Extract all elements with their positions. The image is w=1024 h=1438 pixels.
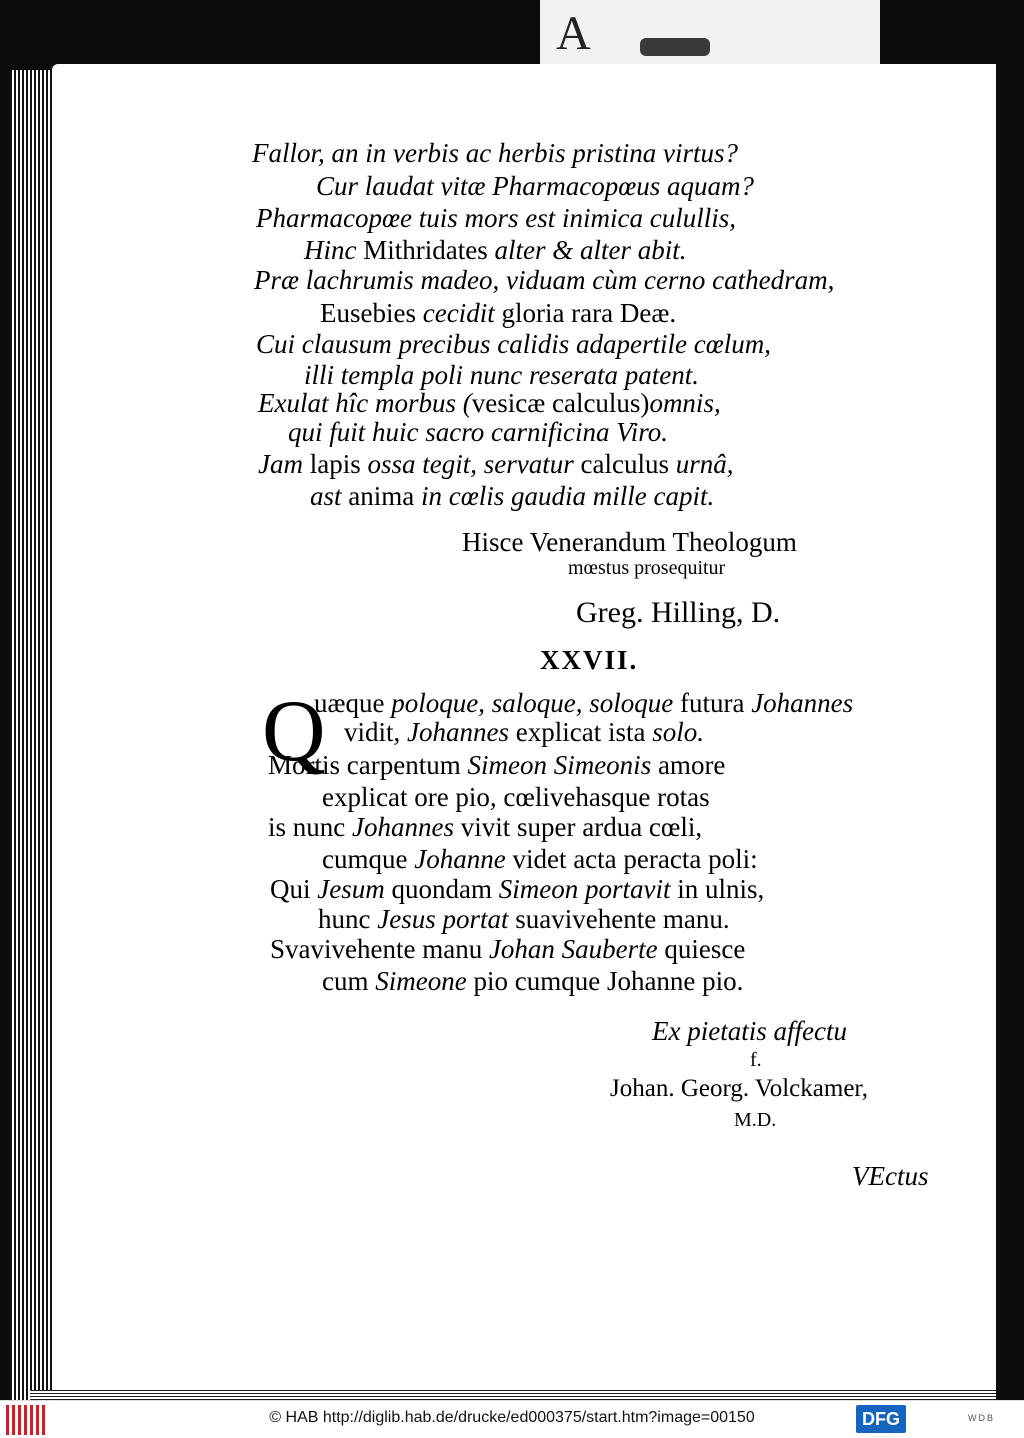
poem-line-segment: Hinc [304,235,364,265]
poem-line-segment: Cur laudat vitæ Pharmacopœus aquam? [316,171,755,201]
poem-line-segment: in cœlis gaudia mille capit. [421,481,715,511]
poem-line-segment: gloria rara Deæ. [501,298,677,328]
poem-line-segment: calculus [580,449,676,479]
poem-line [256,331,771,358]
poem-line-segment: Johannes [352,812,461,842]
poem-line [268,814,702,841]
poem-line-segment: Jesus portat [377,904,516,934]
poem-line [254,267,834,294]
page-tab [540,0,880,64]
poem-line-segment: Exulat hîc morbus ( [258,388,472,418]
poem-line-segment: ast [310,481,349,511]
wdb-label: WDB [968,1413,995,1423]
poem-line-segment: suavivehente manu. [515,904,730,934]
poem-line [322,846,758,873]
poem-line-segment: cecidit [422,298,502,328]
poem-line-segment: vivit super ardua cœli, [460,812,703,842]
poem-line-segment: Jam [258,449,310,479]
poem-line-segment: Cui clausum precibus calidis adapertile cœlum, [256,329,771,359]
poem-line [252,140,738,167]
poem-line-segment: explicat ista [515,717,653,747]
poem-line-segment: Jesum [317,874,392,904]
poem-line-segment: Fallor, an in verbis ac herbis pristina virtus? [252,138,738,168]
dfg-logo-icon[interactable]: DFG [856,1405,906,1433]
poem-line [320,300,676,327]
poem-line-segment: Mithridates [363,235,495,265]
poem-line-segment: Mortis carpentum [268,750,468,780]
poem-line [322,784,710,811]
poem-line [288,419,668,446]
poem-line [256,205,736,232]
poem-line-segment: Johannes [407,717,516,747]
poem-line-segment: qui fuit huic sacro carnificina Viro. [288,417,668,447]
poem-line [268,752,725,779]
signature: M.D. [734,1109,777,1131]
poem-line-segment: amore [657,750,726,780]
poem-line [316,173,754,200]
poem-line [258,390,721,417]
poem-line-segment: poloque, saloque, soloque [391,688,680,718]
poem-line-segment: ossa tegit, servatur [367,449,581,479]
poem-line-segment: cumque [322,844,415,874]
poem-line-segment: Johannes [751,688,854,718]
poem-line-segment: Præ lachrumis madeo, viduam cùm cerno cathedram, [254,265,835,295]
poem-line-segment: Simeon portavit [498,874,678,904]
poem-line [322,968,743,995]
header-mark: A [556,7,591,60]
poem-line-segment: futura [679,688,752,718]
poem-line [314,690,853,717]
dedication-line: mœstus prosequitur [568,557,726,579]
section-number: XXVII. [540,645,639,675]
poem-line-segment: Eusebies [320,298,423,328]
poem-line [318,906,730,933]
catchword: VEctus [852,1161,929,1191]
page-edges [10,70,56,1410]
poem-line-segment: pio cumque Johanne pio. [473,966,744,996]
poem-line-segment: lapis [309,449,368,479]
poem-line-segment: in ulnis, [677,874,765,904]
poem-line-segment: illi templa poli nunc reserata patent. [304,360,699,390]
poem-line-segment: uæque [314,688,392,718]
poem-line-segment: Johanne [414,844,513,874]
poem-line [304,237,686,264]
viewer-footer [0,1400,1024,1438]
poem-line-segment: explicat ore pio, cœlivehasque rotas [322,782,710,812]
poem-line-segment: Pharmacopœe tuis mors est inimica culullis, [256,203,736,233]
poem-line-segment: quiesce [664,934,746,964]
drop-cap: Q [262,683,326,780]
dedication-line: Hisce Venerandum Theologum [462,527,797,557]
poem-line-segment: cum [322,966,376,996]
scan-border-corner [896,0,986,40]
poem-line-segment: Johan Sauberte [488,934,665,964]
poem-line-segment: alter & alter abit. [494,235,687,265]
poem-line-segment: urnâ, [675,449,734,479]
dedication-line: Ex pietatis affectu [652,1016,847,1046]
signature: Greg. Hilling, D. [576,596,781,629]
poem-line [270,936,745,963]
poem-line-segment: quondam [391,874,499,904]
poem-line-segment: Simeone [375,966,474,996]
poem-line-segment: anima [348,481,421,511]
poem-line-segment: is nunc [268,812,352,842]
poem-line-segment: hunc [318,904,378,934]
poem-line [344,719,704,746]
poem-line-segment: Svavivehente manu [270,934,489,964]
poem-line-segment: solo. [652,717,704,747]
poem-line-segment: vidit, [344,717,408,747]
poem-line [258,451,733,478]
source-url[interactable]: © HAB http://diglib.hab.de/drucke/ed000375/start.htm?image=00150 [269,1409,755,1426]
poem-line [310,483,714,510]
signature: Johan. Georg. Volckamer, [610,1075,868,1102]
poem-line [304,362,699,389]
poem-line-segment: vesicæ calculus) [471,388,650,418]
scan-stain [640,38,710,56]
poem-line-segment: omnis, [649,388,721,418]
poem-line-segment: videt acta peracta poli: [512,844,758,874]
poem-line-segment: Qui [270,874,318,904]
dedication-line: f. [750,1049,762,1071]
poem-line [270,876,764,903]
poem-line-segment: Simeon Simeonis [467,750,658,780]
